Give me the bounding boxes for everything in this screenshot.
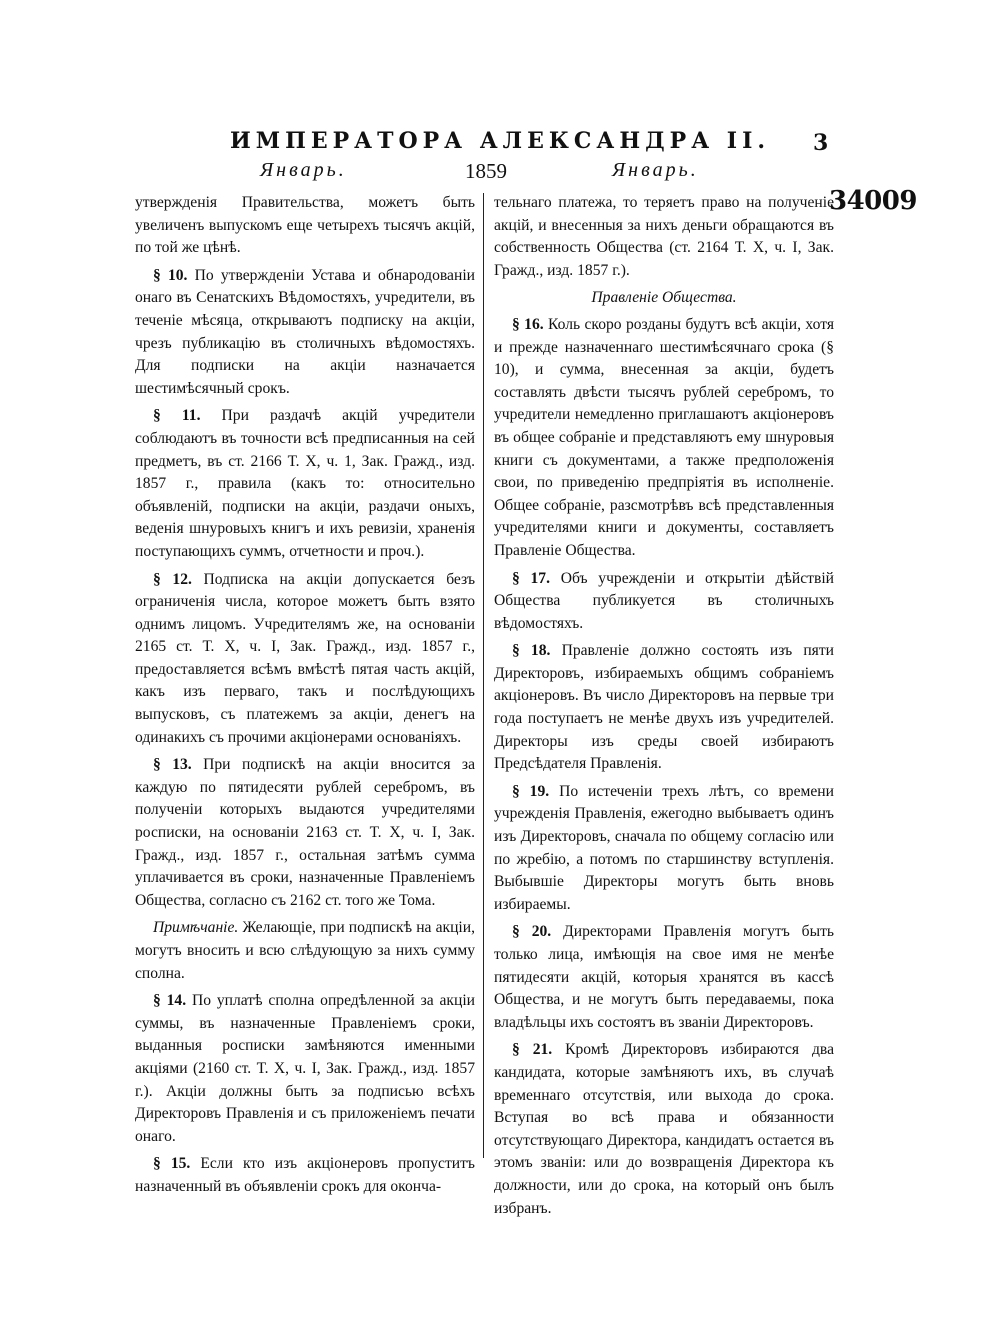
section-text: Правленіе должно состоять изъ пяти Директоровъ, избираемыхъ общимъ собраніемъ акціонеровъ. Въ число Директоровъ на первые три года поступаетъ не менѣе двухъ изъ учредителей. Директоры изъ среды своей избираютъ Предсѣдателя Правленія. [494, 642, 834, 773]
section-text: По истеченіи трехъ лѣтъ, со времени учрежденія Правленія, ежегодно выбываетъ одинъ изъ Директоровъ, сначала по общему согласію или по жребію, а потомъ по старшинству вступленія. Выбывшіе Директоры могутъ быть вновь избираемы. [494, 782, 834, 913]
paragraph-11 [135, 405, 475, 563]
right-column [494, 192, 834, 1225]
paragraph-18 [494, 640, 834, 776]
paragraph-10 [135, 265, 475, 401]
section-number: § 12. [153, 570, 192, 588]
section-text: Директорами Правленія могутъ быть только лица, имѣющія на свое имя не менѣе пятидесяти акцій, которыя хранятся въ кассѣ Общества, и не могутъ быть передаваемы, пока владѣльцы ихъ состоятъ въ званіи Директоровъ. [494, 923, 834, 1031]
page-number: 3 [813, 130, 829, 156]
section-number: § 20. [512, 923, 552, 941]
section-number: § 16. [512, 315, 544, 333]
paragraph-15 [135, 1153, 475, 1198]
note-text: Желающіе, при подпискѣ на акціи, могутъ вносить и всю слѣдующую за нихъ сумму сполна. [135, 919, 475, 982]
section-text: Подписка на акціи допускается безъ ограниченія числа, которое можетъ быть взято однимъ лицомъ. Учредителямъ же, на основаніи 2165 ст. Т. X, ч. I, Зак. Гражд., изд. 1857 г., предоставляется всѣмъ вмѣстѣ пятая часть акцій, какъ изъ перваго, такъ и послѣдующихъ выпусковъ, съ платежемъ за акціи, денегъ на одинакихъ съ прочими акціонерами основаніяхъ. [135, 570, 476, 746]
running-title: ИМПЕРАТОРА АЛЕКСАНДРА II. [229, 128, 771, 154]
section-text: По утвержденіи Устава и обнародованіи онаго въ Сенатскихъ Вѣдомостяхъ, учредители, въ теченіе мѣсяца, открываютъ подписку на акціи, чрезъ публикацію въ столичныхъ вѣдомостяхъ. Для подписки на акціи назначается шестимѣсячный срокъ. [135, 266, 475, 397]
paragraph-14 [135, 990, 475, 1148]
section-text: Коль скоро розданы будутъ всѣ акціи, хотя и прежде назначеннаго шестимѣсячнаго срока (§ 10), и сумма, внесенная за акціи, будетъ составлять двѣсти тысячъ рублей серебромъ, то учредители немедленно приглашаютъ акціонеровъ въ общее собраніе и представляютъ ему шнуровыя книги съ документами, а также предположенія свои, по приведенію предпріятія въ исполненіе. Общее собраніе, разсмотрѣвъ всѣ представленныя учредителями книги и документы, составляетъ Правленіе Общества. [494, 315, 834, 559]
section-text: При подпискѣ на акціи вносится за каждую по пятидесяти рублей серебромъ, въ полученіи которыхъ выдаются учредителями росписки, на основаніи 2163 ст. Т. X, ч. I, Зак. Гражд., изд. 1857 г., остальная затѣмъ сумма уплачивается въ сроки, назначенные Правленіемъ Общества, согласно съ 2162 ст. того же Тома. [135, 756, 475, 909]
paragraph-continuation: утвержденія Правительства, можетъ быть увеличенъ выпускомъ еще четырехъ тысячъ акцій, по той же цѣнѣ. [135, 194, 475, 257]
date-line [0, 159, 1000, 189]
note-label: Примѣчаніе. [153, 919, 239, 937]
note-paragraph [135, 917, 475, 985]
section-text: Объ учрежденіи и открытіи дѣйствій Общества публикуется въ столичныхъ вѣдомостяхъ. [494, 569, 835, 632]
column-divider [483, 193, 484, 1158]
left-column [135, 192, 475, 1204]
date-year: 1859 [465, 159, 507, 183]
paragraph-16 [494, 314, 834, 563]
collection-number: 34009 [829, 186, 917, 216]
paragraph-20 [494, 921, 834, 1034]
paragraph-21 [494, 1039, 834, 1220]
section-number: § 15. [153, 1155, 191, 1173]
paragraph-continuation: тельнаго платежа, то теряетъ право на полученіе акцій, и внесенныя за нихъ деньги обращаются въ собственность Общества (ст. 2164 Т. X, ч. I, Зак. Гражд., изд. 1857 г.). [494, 194, 834, 279]
date-month-right: Январь. [612, 159, 699, 181]
section-heading: Правленіе Общества. [591, 289, 737, 307]
section-text: По уплатѣ сполна опредѣленной за акціи суммы, въ назначенные Правленіемъ сроки, выданныя росписки замѣняются именными акціями (2160 ст. Т. X, ч. I, Зак. Гражд., изд. 1857 г.). Акціи должны быть за подписью всѣхъ Директоровъ Правленія и съ приложеніемъ печати онаго. [135, 992, 476, 1145]
section-number: § 17. [512, 569, 550, 587]
paragraph-19 [494, 781, 834, 917]
section-number: § 14. [153, 992, 187, 1010]
section-text: Кромѣ Директоровъ избираются два кандидата, которые замѣняютъ ихъ, въ случаѣ временнаго отсутствія, или выхода до срока. Вступая во всѣ права и обязанности отсутствующаго Директора, кандидатъ остается въ этомъ званіи: или до возвращенія Директора къ должности, или до срока, на который онъ былъ избранъ. [494, 1041, 834, 1217]
section-text: При раздачѣ акцій учредители соблюдаютъ въ точности всѣ предписанныя на сей предметъ, въ ст. 2166 Т. X, ч. 1, Зак. Гражд., изд. 1857 г., правила (какъ то: относительно объявленій, подписки на акціи, раздачи оныхъ, веденія шнуровыхъ книгъ и ихъ ревизіи, храненія поступающихъ суммъ, отчетности и проч.). [135, 407, 475, 560]
section-number: § 21. [512, 1041, 553, 1059]
section-number: § 11. [153, 407, 201, 425]
section-number: § 18. [512, 642, 551, 660]
paragraph-13 [135, 754, 475, 912]
section-number: § 19. [512, 782, 550, 800]
section-number: § 10. [153, 266, 188, 284]
paragraph-12 [135, 569, 475, 750]
section-text: Если кто изъ акціонеровъ пропуститъ назначенный въ объявленіи срокъ для оконча- [135, 1155, 475, 1195]
section-number: § 13. [153, 756, 192, 774]
paragraph-17 [494, 568, 834, 636]
date-month-left: Январь. [260, 159, 347, 181]
